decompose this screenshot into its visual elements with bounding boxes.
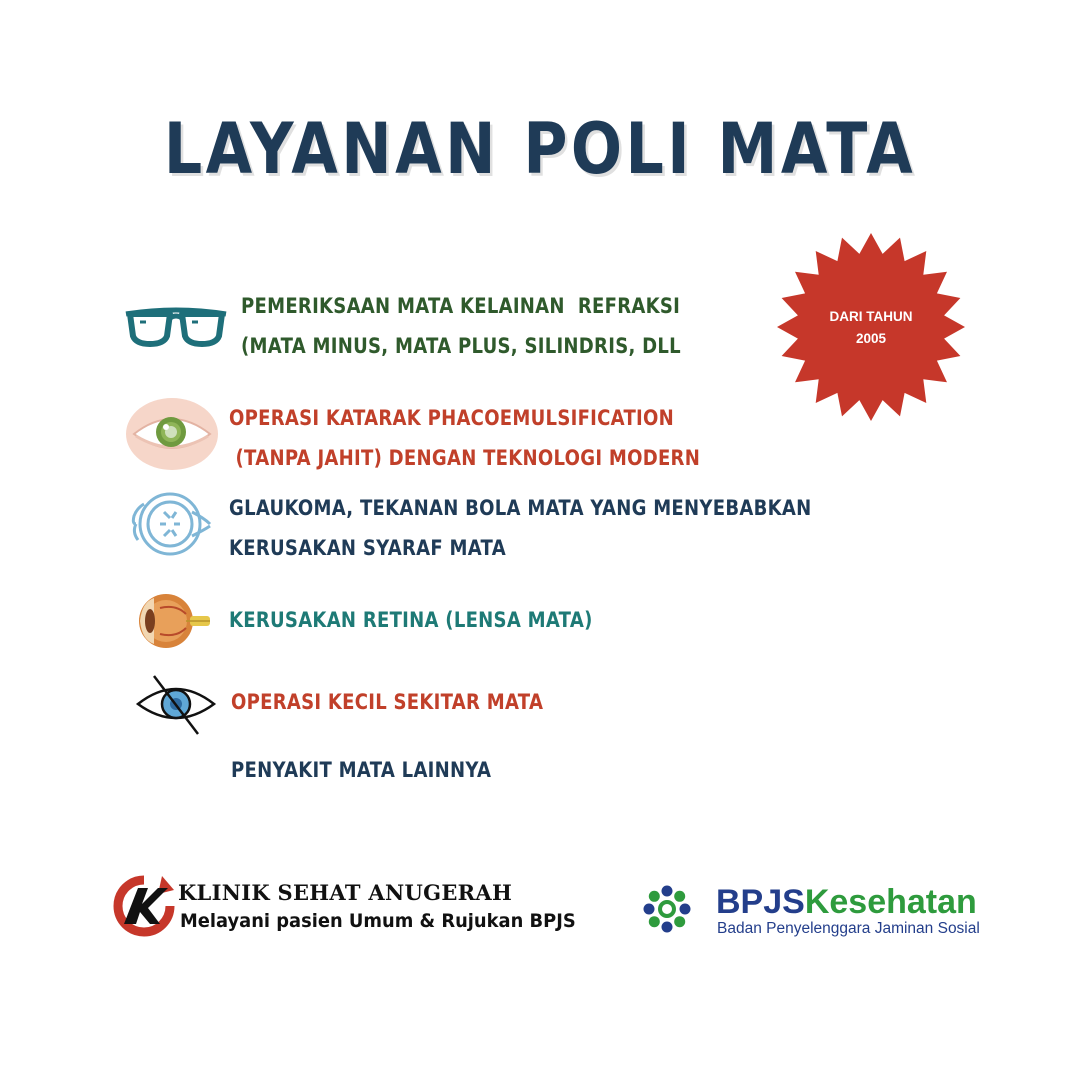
badge-line-1: DARI TAHUN bbox=[829, 309, 913, 324]
service-item-1-line-1: PEMERIKSAAN MATA KELAINAN REFRAKSI bbox=[241, 294, 681, 318]
page-title: LAYANAN POLI MATA bbox=[163, 108, 917, 190]
eyeglasses-icon bbox=[124, 300, 228, 354]
eye-icon bbox=[124, 396, 220, 476]
bpjs-name-kesehatan: Kesehatan bbox=[804, 883, 977, 921]
klinik-logo bbox=[112, 874, 176, 942]
service-item-3-line-2: KERUSAKAN SYARAF MATA bbox=[229, 536, 506, 560]
bpjs-subtitle: Badan Penyelenggara Jaminan Sosial bbox=[717, 920, 980, 937]
service-item-6 bbox=[231, 750, 491, 790]
bpjs-petal bbox=[674, 891, 685, 902]
bpjs-petal bbox=[680, 904, 691, 915]
badge-line-2: 2005 bbox=[855, 331, 887, 346]
glaucoma-eye-icon bbox=[130, 486, 212, 566]
bpjs-name bbox=[716, 882, 977, 922]
klinik-name: KLINIK SEHAT ANUGERAH bbox=[178, 880, 513, 905]
service-item-5 bbox=[231, 682, 543, 722]
eyeball-anatomy-icon bbox=[136, 590, 212, 656]
service-item-4 bbox=[229, 600, 593, 640]
service-item-5-line-1: OPERASI KECIL SEKITAR MATA bbox=[231, 690, 544, 714]
bpjs-name-bpjs: BPJS bbox=[716, 883, 805, 921]
bpjs-petal bbox=[662, 886, 673, 897]
klinik-tagline: Melayani pasien Umum & Rujukan BPJS bbox=[180, 910, 576, 932]
service-item-3 bbox=[229, 488, 811, 568]
bpjs-petal bbox=[649, 891, 660, 902]
service-item-4-line-1: KERUSAKAN RETINA (LENSA MATA) bbox=[229, 608, 593, 632]
bpjs-logo bbox=[640, 882, 694, 940]
service-item-3-line-1: GLAUKOMA, TEKANAN BOLA MATA YANG MENYEBABKAN bbox=[229, 496, 812, 520]
bpjs-petal bbox=[644, 904, 655, 915]
bpjs-petal bbox=[674, 916, 685, 927]
year-badge bbox=[776, 232, 966, 422]
service-item-1-line-2: (MATA MINUS, MATA PLUS, SILINDRIS, DLL bbox=[241, 334, 681, 358]
eye-slash-icon bbox=[134, 672, 218, 740]
service-item-2 bbox=[229, 398, 700, 478]
service-item-6-line-1: PENYAKIT MATA LAINNYA bbox=[231, 758, 492, 782]
service-item-1 bbox=[241, 286, 681, 366]
bpjs-petal bbox=[662, 922, 673, 933]
service-item-2-line-2: (TANPA JAHIT) DENGAN TEKNOLOGI MODERN bbox=[229, 446, 701, 470]
service-item-2-line-1: OPERASI KATARAK PHACOEMULSIFICATION bbox=[229, 406, 675, 430]
bpjs-petal bbox=[649, 916, 660, 927]
